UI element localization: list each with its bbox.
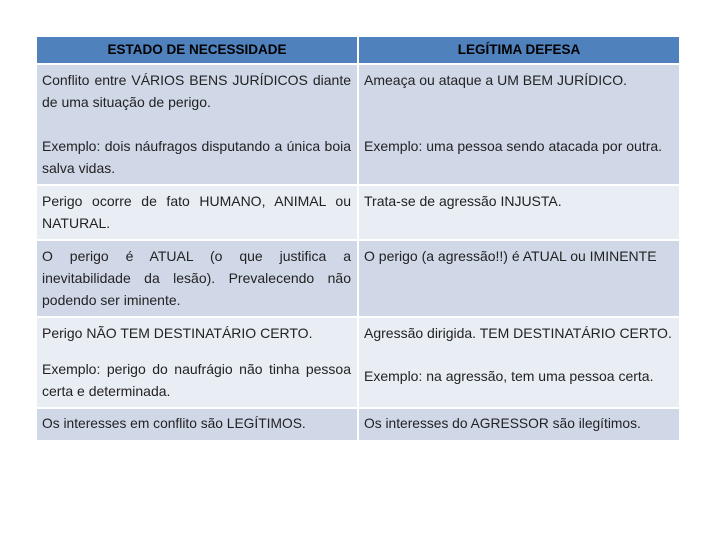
cell-left: [36, 185, 358, 240]
table-row: [36, 64, 680, 185]
cell-text: Perigo ocorre de fato HUMANO, ANIMAL ou NATURAL.: [42, 193, 351, 231]
cell-text: Conflito entre VÁRIOS BENS JURÍDICOS diante de uma situação de perigo.: [42, 72, 351, 110]
cell-right: [358, 64, 680, 185]
cell-right: [358, 185, 680, 240]
cell-left: [36, 240, 358, 317]
cell-text: Os interesses do AGRESSOR são ilegítimos.: [364, 416, 641, 431]
cell-example: Exemplo: uma pessoa sendo atacada por outra.: [364, 138, 663, 154]
cell-right: [358, 317, 680, 408]
cell-right: [358, 240, 680, 317]
cell-text: Agressão dirigida. TEM DESTINATÁRIO CERTO.: [364, 325, 672, 341]
header-legitima-defesa: LEGÍTIMA DEFESA: [358, 36, 680, 64]
cell-example: Exemplo: dois náufragos disputando a única boia salva vidas.: [42, 138, 351, 176]
header-estado-necessidade: ESTADO DE NECESSIDADE: [36, 36, 358, 64]
cell-text: Perigo NÃO TEM DESTINATÁRIO CERTO.: [42, 325, 313, 341]
cell-text: O perigo é ATUAL (o que justifica a inevitabilidade da lesão). Prevalecendo não podendo ser iminente.: [42, 248, 351, 308]
cell-text: Os interesses em conflito são LEGÍTIMOS.: [42, 416, 306, 431]
cell-left: [36, 317, 358, 408]
comparison-table: [35, 35, 681, 442]
header-row: [36, 36, 680, 64]
table-row: [36, 408, 680, 441]
cell-text: Trata-se de agressão INJUSTA.: [364, 193, 562, 209]
table-row: [36, 317, 680, 408]
cell-text: Ameaça ou ataque a UM BEM JURÍDICO.: [364, 72, 627, 88]
table-row: [36, 185, 680, 240]
cell-example: Exemplo: perigo do naufrágio não tinha pessoa certa e determinada.: [42, 361, 351, 399]
cell-text: O perigo (a agressão!!) é ATUAL ou IMINENTE: [364, 248, 657, 264]
cell-right: [358, 408, 680, 441]
cell-left: [36, 408, 358, 441]
cell-left: [36, 64, 358, 185]
table-row: [36, 240, 680, 317]
cell-example: Exemplo: na agressão, tem uma pessoa certa.: [364, 368, 654, 384]
